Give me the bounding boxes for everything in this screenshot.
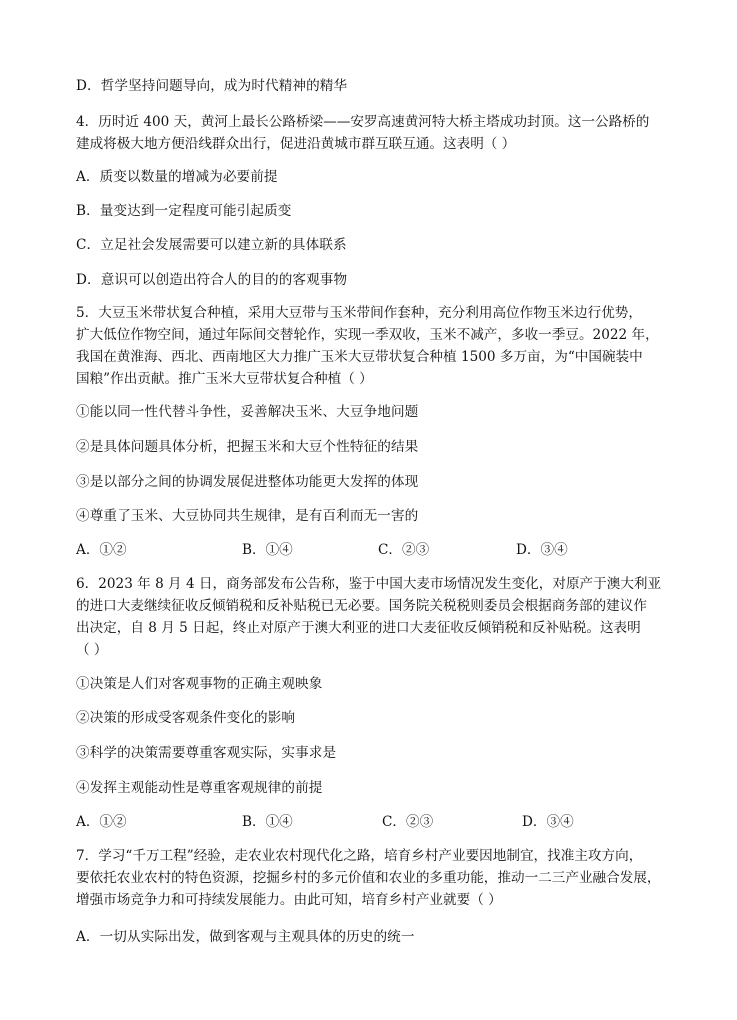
q6-stem-line: 的进口大麦继续征收反倾销税和反补贴税已无必要。国务院关税税则委员会根据商务部的建议作 bbox=[76, 598, 647, 614]
q5-statement-1: ①能以同一性代替斗争性，妥善解决玉米、大豆争地问题 bbox=[76, 404, 419, 420]
q5-choice-d: D．③④ bbox=[516, 542, 568, 558]
q7-stem-line: 7．学习“千万工程”经验，走农业农村现代化之路，培育乡村产业要因地制宜，找准主攻方向， bbox=[76, 848, 643, 864]
q5-stem-line: 5．大豆玉米带状复合种植，采用大豆带与玉米带间作套种，充分利用高位作物玉米边行优势， bbox=[76, 305, 642, 321]
q6-statement-4: ④发挥主观能动性是尊重客观规律的前提 bbox=[76, 780, 323, 796]
q6-choice-d: D．③④ bbox=[522, 814, 574, 830]
q5-statement-4: ④尊重了玉米、大豆协同共生规律，是有百利而无一害的 bbox=[76, 508, 419, 524]
q4-option-d: D．意识可以创造出符合人的目的的客观事物 bbox=[76, 272, 348, 288]
q3-option-d: D．哲学坚持问题导向，成为时代精神的精华 bbox=[76, 78, 348, 94]
q7-stem-line: 增强市场竞争力和可持续发展能力。由此可知，培育乡村产业就要（ ） bbox=[76, 892, 502, 908]
q4-option-a: A．质变以数量的增减为必要前提 bbox=[76, 169, 278, 185]
q6-stem bbox=[76, 573, 668, 661]
q5-statement-3: ③是以部分之间的协调发展促进整体功能更大发挥的体现 bbox=[76, 474, 419, 490]
q5-stem-line: 国粮”作出贡献。推广玉米大豆带状复合种植（ ） bbox=[76, 371, 373, 387]
q6-statement-2: ②决策的形成受客观条件变化的影响 bbox=[76, 710, 296, 726]
q5-choice-a: A．①② bbox=[76, 542, 127, 558]
q5-stem-line: 我国在黄淮海、西北、西南地区大力推广玉米大豆带状复合种植 1500 多万亩，为“中国碗装中 bbox=[76, 349, 643, 365]
q5-choices bbox=[76, 541, 666, 559]
q6-statement-3: ③科学的决策需要尊重客观实际，实事求是 bbox=[76, 745, 337, 761]
q6-stem-line: 出决定，自 8 月 5 日起，终止对原产于澳大利亚的进口大麦征收反倾销税和反补贴税。这表明 bbox=[76, 620, 641, 636]
q5-stem-line: 扩大低位作物空间，通过年际间交替轮作，实现一季双收，玉米不减产，多收一季豆。2022 年， bbox=[76, 327, 659, 343]
q7-option-a: A．一切从实际出发，做到客观与主观具体的历史的统一 bbox=[76, 929, 415, 945]
q7-stem bbox=[76, 845, 668, 911]
q5-choice-c: C．②③ bbox=[378, 542, 430, 558]
q6-statement-1: ①决策是人们对客观事物的正确主观映象 bbox=[76, 676, 323, 692]
q6-stem-line: （ ） bbox=[76, 642, 108, 658]
q5-statement-2: ②是具体问题具体分析，把握玉米和大豆个性特征的结果 bbox=[76, 439, 419, 455]
q7-stem-line: 要依托农业农村的特色资源，挖掘乡村的多元价值和农业的多重功能，推动一二三产业融合发展， bbox=[76, 870, 661, 886]
q4-option-c: C．立足社会发展需要可以建立新的具体联系 bbox=[76, 237, 347, 253]
q4-stem-line: 建成将极大地方便沿线群众出行，促进沿黄城市群互联互通。这表明（ ） bbox=[76, 136, 516, 152]
q6-choice-a: A．①② bbox=[76, 814, 127, 830]
q4-option-b: B．量变达到一定程度可能引起质变 bbox=[76, 203, 292, 219]
q4-stem-line: 4．历时近 400 天，黄河上最长公路桥梁——安罗高速黄河特大桥主塔成功封顶。这一公路桥的 bbox=[76, 114, 650, 130]
q4-stem bbox=[76, 111, 668, 155]
q6-stem-line: 6．2023 年 8 月 4 日，商务部发布公告称，鉴于中国大麦市场情况发生变化，对原产于澳大利亚 bbox=[76, 576, 662, 592]
q6-choice-b: B．①④ bbox=[242, 814, 293, 830]
q6-choices bbox=[76, 813, 666, 831]
q6-choice-c: C．②③ bbox=[382, 814, 434, 830]
q5-stem bbox=[76, 302, 668, 390]
q5-choice-b: B．①④ bbox=[242, 542, 293, 558]
